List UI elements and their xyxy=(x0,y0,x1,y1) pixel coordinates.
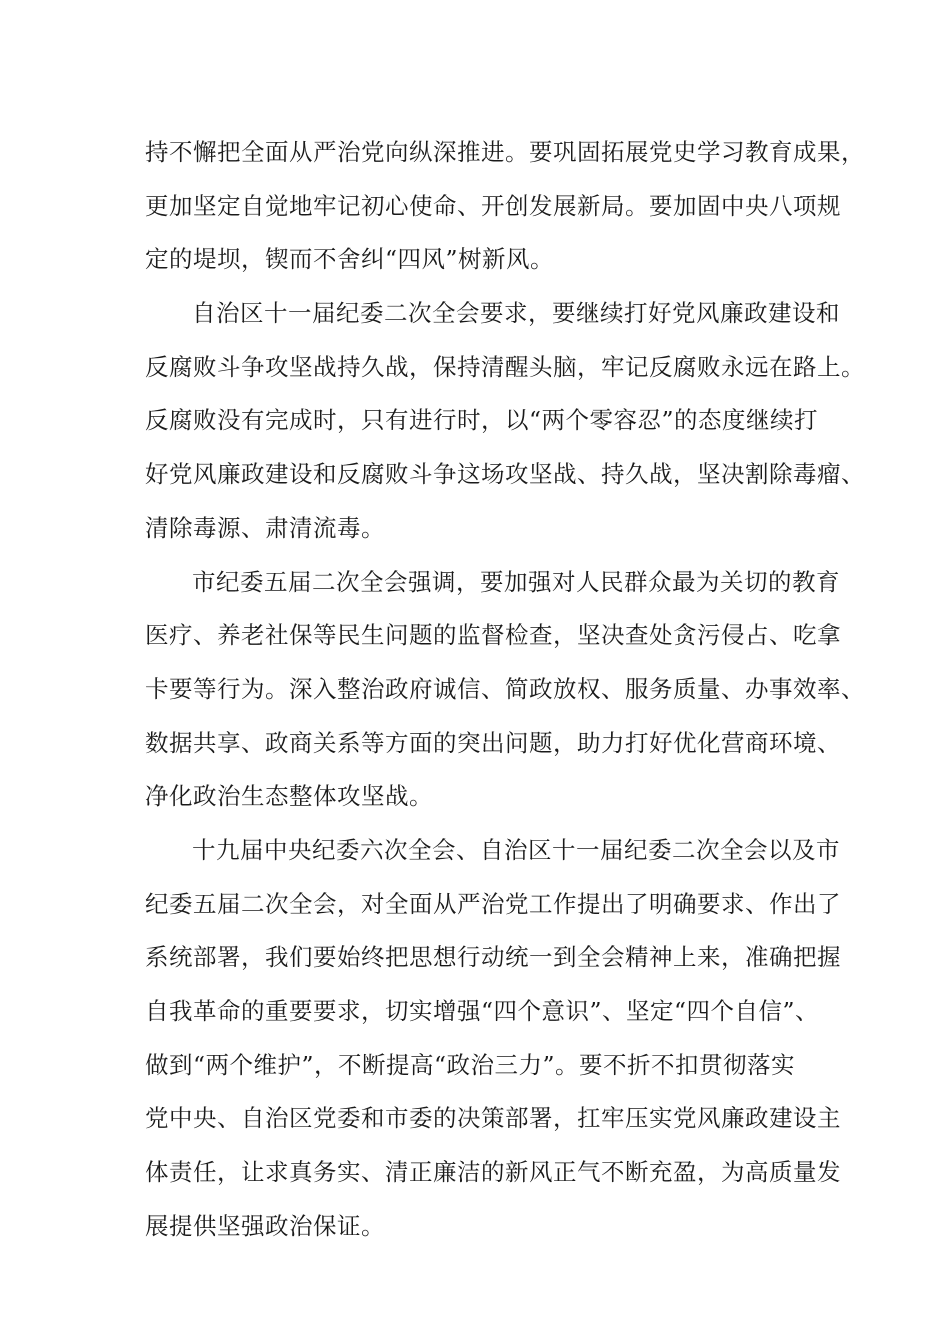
paragraph-line: 好党风廉政建设和反腐败斗争这场攻坚战、持久战，坚决割除毒瘤、 xyxy=(145,460,865,489)
paragraph-3 xyxy=(145,556,865,824)
paragraph-line: 自我革命的重要要求，切实增强“四个意识”、坚定“四个自信”、 xyxy=(145,997,820,1025)
paragraph-line: 定的堤坝，锲而不舍纠“四风”树新风。 xyxy=(145,245,555,274)
paragraph-line: 净化政治生态整体攻坚战。 xyxy=(145,782,433,811)
paragraph-first-line: 市纪委五届二次全会强调，要加强对人民群众最为关切的教育 xyxy=(192,567,840,596)
paragraph-first-line: 自治区十一届纪委二次全会要求，要继续打好党风廉政建设和 xyxy=(192,299,840,328)
paragraph-line: 反腐败没有完成时，只有进行时，以“两个零容忍”的态度继续打 xyxy=(145,406,819,435)
paragraph-line: 做到“两个维护”，不断提高“政治三力”。要不折不扣贯彻落实 xyxy=(145,1050,796,1079)
paragraph-line: 展提供坚强政治保证。 xyxy=(145,1211,385,1240)
document-body xyxy=(145,126,865,1253)
paragraph-line: 党中央、自治区党委和市委的决策部署，扛牢压实党风廉政建设主 xyxy=(145,1104,841,1133)
paragraph-line: 持不懈把全面从严治党向纵深推进。要巩固拓展党史学习教育成果， xyxy=(145,138,865,166)
paragraph-2 xyxy=(145,287,865,555)
paragraph-first-line: 十九届中央纪委六次全会、自治区十一届纪委二次全会以及市 xyxy=(192,835,840,864)
paragraph-line: 纪委五届二次全会，对全面从严治党工作提出了明确要求、作出了 xyxy=(145,889,841,918)
paragraph-line: 医疗、养老社保等民生问题的监督检查，坚决查处贪污侵占、吃拿 xyxy=(145,621,841,650)
paragraph-1 xyxy=(145,126,865,287)
paragraph-line: 反腐败斗争攻坚战持久战，保持清醒头脑，牢记反腐败永远在路上。 xyxy=(145,352,865,381)
paragraph-line: 卡要等行为。深入整治政府诚信、简政放权、服务质量、办事效率、 xyxy=(145,674,865,703)
paragraph-line: 系统部署，我们要始终把思想行动统一到全会精神上来，准确把握 xyxy=(145,943,841,972)
paragraph-line: 更加坚定自觉地牢记初心使命、开创发展新局。要加固中央八项规 xyxy=(145,191,841,220)
paragraph-line: 清除毒源、肃清流毒。 xyxy=(145,513,385,542)
paragraph-line: 体责任，让求真务实、清正廉洁的新风正气不断充盈，为高质量发 xyxy=(145,1158,841,1187)
paragraph-4 xyxy=(145,824,841,1254)
paragraph-line: 数据共享、政商关系等方面的突出问题，助力打好优化营商环境、 xyxy=(145,728,841,757)
